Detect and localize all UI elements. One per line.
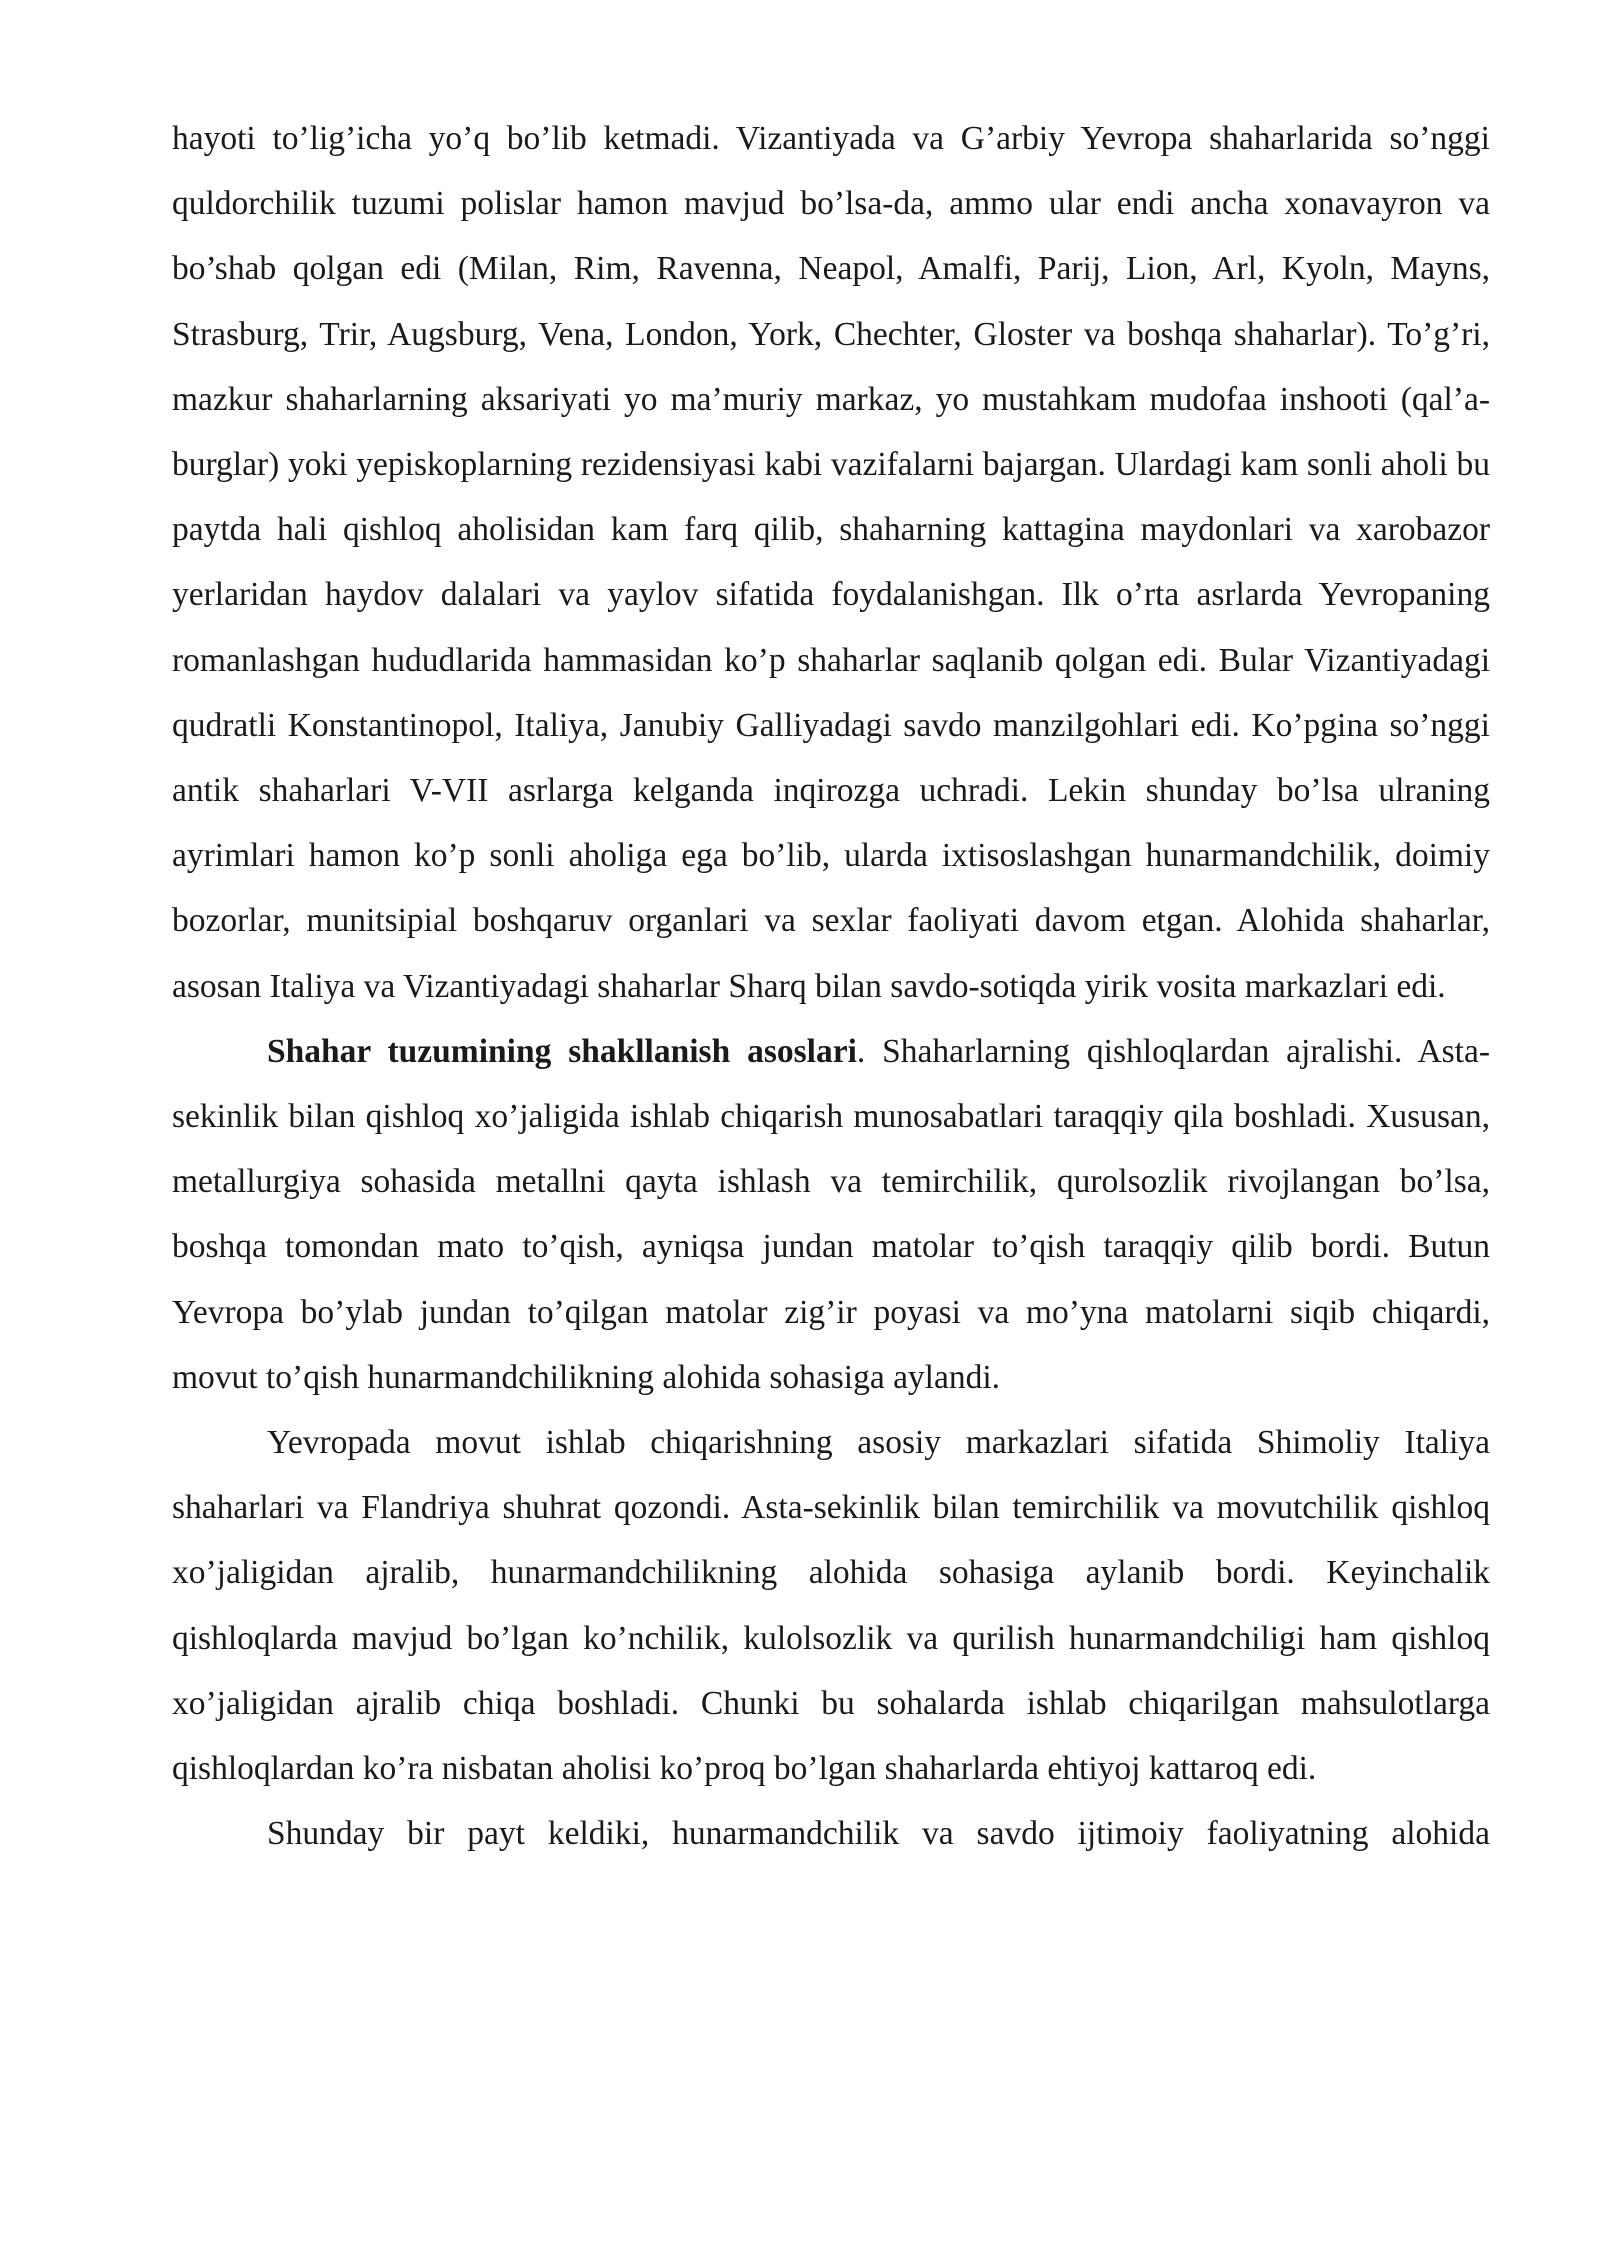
paragraph-3-text: Yevropada movut ishlab chiqarishning asosiy markazlari sifatida Shimoliy Italiya shaharlari va Flandriya shuhrat qozondi. Asta-sekinlik bilan temirchilik va movutchilik qishloq xo’jaligidan ajralib, hunarmandchilikning alohida sohasiga aylanib bordi. Keyinchalik qishloqlarda mavjud bo’lgan ko’nchilik, kulolsozlik va qurilish hunarmandchiligi ham qishloq xo’jaligidan ajralib chiqa boshladi. Chunki bu sohalarda ishlab chiqarilgan mahsulotlarga qishloqlardan ko’ra nisbatan aholisi ko’proq bo’lgan shaharlarda ehtiyoj kattaroq edi. (172, 1424, 1490, 1788)
paragraph-1 (172, 106, 1490, 1019)
paragraph-2 (172, 1019, 1490, 1410)
paragraph-4-text: Shunday bir payt keldiki, hunarmandchilik va savdo ijtimoiy faoliyatning alohida (267, 1815, 1490, 1853)
paragraph-2-text: . Shaharlarning qishloqlardan ajralishi. Asta-sekinlik bilan qishloq xo’jaligida ishlab chiqarish munosabatlari taraqqiy qila boshladi. Xususan, metallurgiya sohasida metallni qayta ishlash va temirchilik, qurolsozlik rivojlangan bo’lsa, boshqa tomondan mato to’qish, ayniqsa jundan matolar to’qish taraqqiy qilib bordi. Butun Yevropa bo’ylab jundan to’qilgan matolar zig’ir poyasi va mo’yna matolarni siqib chiqardi, movut to’qish hunarmandchilikning alohida sohasiga aylandi. (172, 1032, 1491, 1396)
paragraph-4 (172, 1801, 1490, 1866)
paragraph-1-text: hayoti to’lig’icha yo’q bo’lib ketmadi. Vizantiyada va G’arbiy Yevropa shaharlarida so’nggi quldorchilik tuzumi polislar hamon mavjud bo’lsa-da, ammo ular endi ancha xonavayron va bo’shab qolgan edi (Milan, Rim, Ravenna, Neapol, Amalfi, Parij, Lion, Arl, Kyoln, Mayns, Strasburg, Trir, Augsburg, Vena, London, York, Chechter, Gloster va boshqa shaharlar). To’g’ri, mazkur shaharlarning aksariyati yo ma’muriy markaz, yo mustahkam mudofaa inshooti (qal’a-burglar) yoki yepiskoplarning rezidensiyasi kabi vazifalarni bajargan. Ulardagi kam sonli aholi bu paytda hali qishloq aholisidan kam farq qilib, shaharning kattagina maydonlari va xarobazor yerlaridan haydov dalalari va yaylov sifatida foydalanishgan. Ilk o’rta asrlarda Yevropaning romanlashgan hududlarida hammasidan ko’p shaharlar saqlanib qolgan edi. Bular Vizantiyadagi qudratli Konstantinopol, Italiya, Janubiy Galliyadagi savdo manzilgohlari edi. Ko’pgina so’nggi antik shaharlari V-VII asrlarga kelganda inqirozga uchradi. Lekin shunday bo’lsa ulraning ayrimlari hamon ko’p sonli aholiga ega bo’lib, ularda ixtisoslashgan hunarmandchilik, doimiy bozorlar, munitsipial boshqaruv organlari va sexlar faoliyati davom etgan. Alohida shaharlar, asosan Italiya va Vizantiyadagi shaharlar Sharq bilan savdo-sotiqda yirik vosita markazlari edi. (172, 120, 1490, 1005)
body-text (172, 106, 1490, 1866)
paragraph-3 (172, 1410, 1490, 1801)
section-heading: Shahar tuzumining shakllanish asoslari (267, 1032, 857, 1070)
